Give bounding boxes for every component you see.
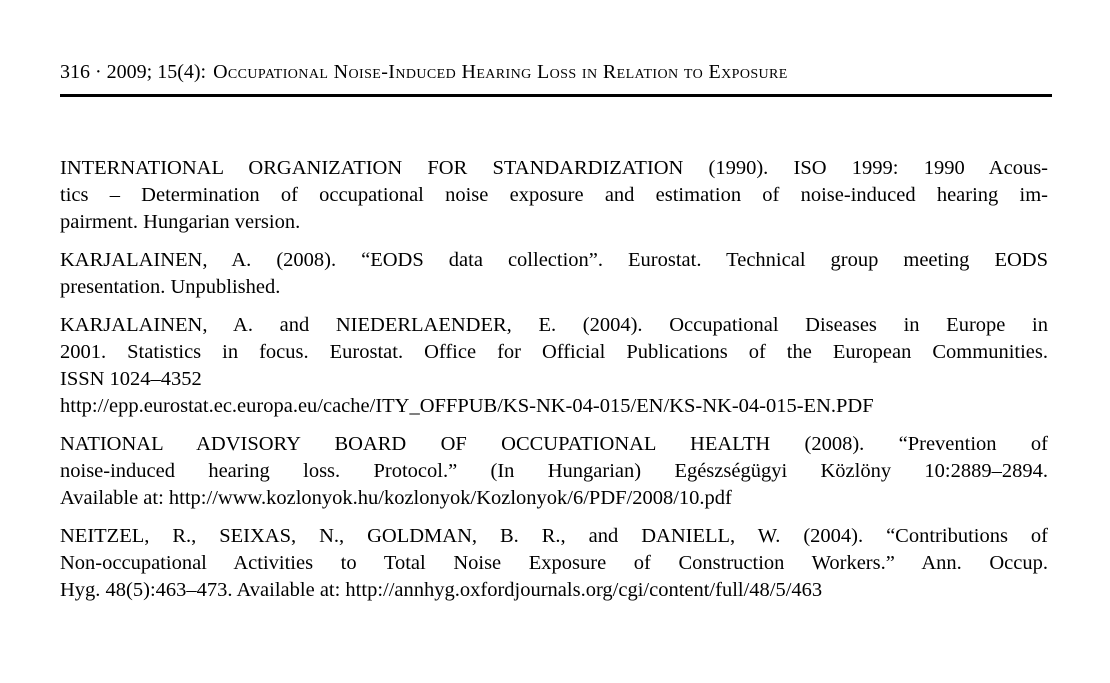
reference-entry-karjalainen-2008 xyxy=(60,247,1048,301)
reference-line: pairment. Hungarian version. xyxy=(60,211,301,233)
reference-url: Available at: http://www.kozlonyok.hu/kozlonyok/Kozlonyok/6/PDF/2008/10.pdf xyxy=(60,487,732,509)
reference-line: noise-induced hearing loss. Protocol.” (In Hungarian) Egészségügyi Közlöny 10:2889–2894. xyxy=(60,460,1048,482)
reference-url: http://epp.eurostat.ec.europa.eu/cache/ITY_OFFPUB/KS-NK-04-015/EN/KS-NK-04-015-EN.PDF xyxy=(60,395,874,417)
reference-line: Hyg. 48(5):463–473. Available at: http://annhyg.oxfordjournals.org/cgi/content/full/48/5/463 xyxy=(60,579,823,601)
reference-entry-iso xyxy=(60,155,1048,236)
reference-entry-national-advisory-board xyxy=(60,431,1048,512)
header-rule xyxy=(60,94,1052,97)
page-number-citation: 316 · 2009; 15(4): xyxy=(60,61,207,83)
reference-line: KARJALAINEN, A. and NIEDERLAENDER, E. (2004). Occupational Diseases in Europe in xyxy=(60,314,1048,336)
reference-line: INTERNATIONAL ORGANIZATION FOR STANDARDIZATION (1990). ISO 1999: 1990 Acous- xyxy=(60,157,1048,179)
reference-line: presentation. Unpublished. xyxy=(60,276,281,298)
running-header xyxy=(60,61,1052,84)
running-title: Occupational Noise-Induced Hearing Loss in Relation to Exposure xyxy=(213,61,788,83)
reference-line: 2001. Statistics in focus. Eurostat. Office for Official Publications of the European Communities. xyxy=(60,341,1048,363)
reference-line: KARJALAINEN, A. (2008). “EODS data collection”. Eurostat. Technical group meeting EODS xyxy=(60,249,1048,271)
reference-line: ISSN 1024–4352 xyxy=(60,368,202,390)
reference-line: tics – Determination of occupational noise exposure and estimation of noise-induced hearing im- xyxy=(60,184,1048,206)
reference-line: NATIONAL ADVISORY BOARD OF OCCUPATIONAL HEALTH (2008). “Prevention of xyxy=(60,433,1048,455)
reference-line: NEITZEL, R., SEIXAS, N., GOLDMAN, B. R., and DANIELL, W. (2004). “Contributions of xyxy=(60,525,1048,547)
references-list xyxy=(60,155,1048,615)
reference-entry-karjalainen-2004 xyxy=(60,312,1048,420)
reference-entry-neitzel xyxy=(60,523,1048,604)
reference-line: Non-occupational Activities to Total Noise Exposure of Construction Workers.” Ann. Occup. xyxy=(60,552,1048,574)
